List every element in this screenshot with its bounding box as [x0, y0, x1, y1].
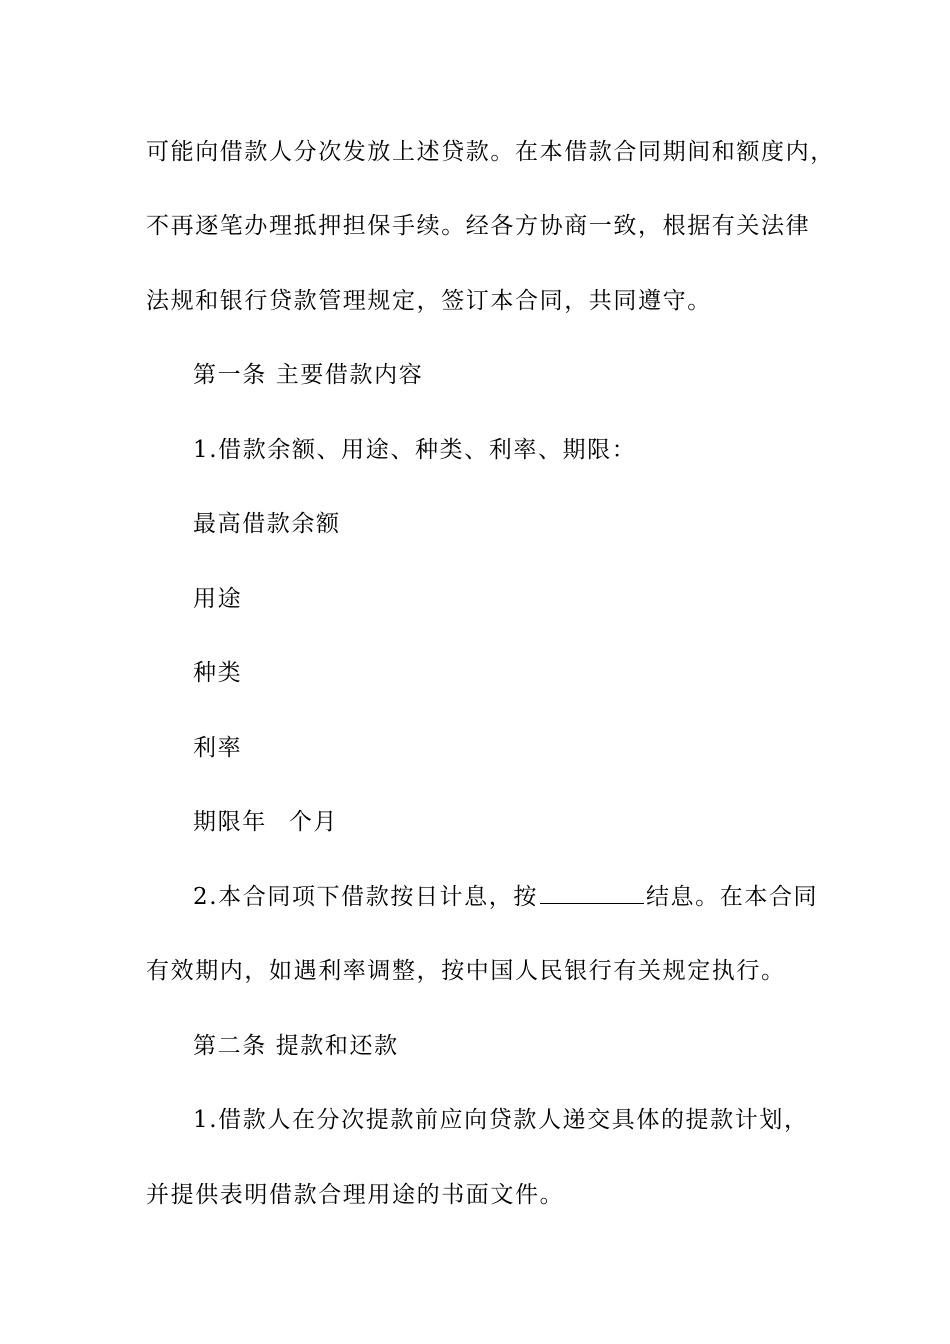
term-years-label: 期限年	[193, 809, 267, 835]
term-months-label: 个月	[288, 809, 339, 835]
interest-text-part2: 结息。在本合同	[645, 884, 819, 910]
field-label: 种类	[193, 660, 243, 686]
field-label: 最高借款余额	[193, 511, 341, 537]
paragraph-line: 有效期内，如遇利率调整，按中国人民银行有关规定执行。	[146, 958, 786, 984]
paragraph-line: 1.借款余额、用途、种类、利率、期限：	[193, 437, 637, 463]
blank-fill-line	[540, 883, 644, 904]
field-label: 利率	[193, 735, 243, 761]
paragraph-line: 1.借款人在分次提款前应向贷款人递交具体的提款计划，	[193, 1107, 809, 1133]
paragraph-line: 不再逐笔办理抵押担保手续。经各方协商一致，根据有关法律	[146, 213, 811, 239]
section-heading: 第一条 主要借款内容	[193, 362, 424, 388]
field-label-term	[193, 807, 338, 837]
field-label: 用途	[193, 586, 243, 612]
paragraph-line: 并提供表明借款合理用途的书面文件。	[146, 1182, 565, 1208]
paragraph-line: 法规和银行贷款管理规定，签订本合同，共同遵守。	[146, 288, 712, 314]
interest-text-part1: 2.本合同项下借款按日计息，按	[193, 884, 538, 910]
paragraph-line: 可能向借款人分次发放上述贷款。在本借款合同期间和额度内，	[146, 139, 835, 165]
section-heading: 第二条 提款和还款	[193, 1033, 399, 1059]
paragraph-line	[193, 882, 818, 912]
